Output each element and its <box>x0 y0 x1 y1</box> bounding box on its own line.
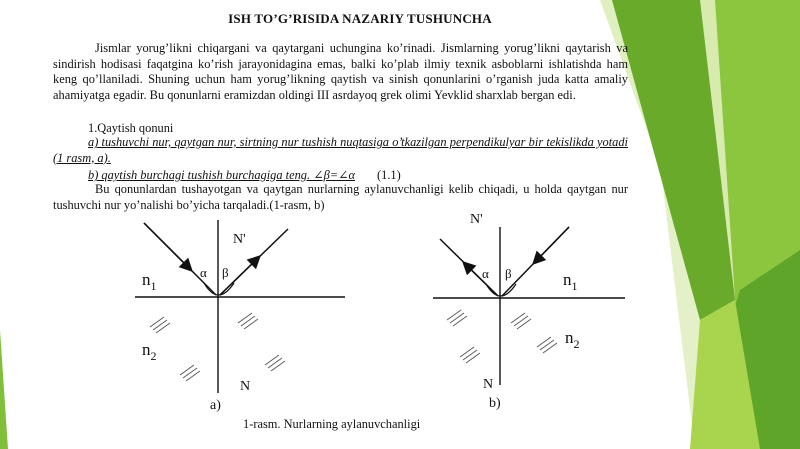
alpha-label: α <box>200 265 207 280</box>
law-rule-a: a) tushuvchi nur, qaytgan nur, sirtning nur tushish nuqtasiga o’tkazilgan perpendikulyar bir tekislikda yotadi (1 rasm, a). <box>53 135 628 165</box>
medium-hatching <box>447 310 557 363</box>
figure-caption: 1-rasm. Nurlarning aylanuvchanligi <box>243 417 421 431</box>
page-title: ISH TO’G’RISIDA NAZARIY TUSHUNCHA <box>228 11 492 26</box>
incident-ray-arrow <box>144 223 192 271</box>
normal-top-label: N' <box>470 212 483 227</box>
normal-bottom-label: N <box>483 377 494 392</box>
figure-a <box>130 215 350 415</box>
section-heading: 1.Qaytish qonuni <box>88 121 174 135</box>
alpha-label: α <box>482 266 489 281</box>
beta-label: β <box>222 265 229 280</box>
figure-b <box>425 205 625 415</box>
normal-top-label: N' <box>233 232 246 247</box>
law-rule-b-text: b) qaytish burchagi tushish burchagiga teng. ∠β=∠α <box>88 168 355 182</box>
paragraph-intro: Jismlar yorug’likni chiqargani va qaytargani uchungina ko’rinadi. Jismlarning yorug’likni qaytarish va sindirish hodisasi faqatgina ko’rish jarayonidagina emas, balki ko’plab ilmiy texnik asboblarni ishlatishda ham keng qo’llaniladi. Shuning uchun ham yorug’likning qaytish va sinish qonunlarini o’rganish juda katta amaliy ahamiyatga egadir. Bu qonunlarni eramizdan oldingi III asrdayoq grek olimi Yevklid sharxlab bergan edi. <box>53 41 628 102</box>
medium1-label: $n_1$ <box>142 270 157 293</box>
incident-ray-arrow <box>533 227 569 264</box>
beta-label: β <box>505 266 512 281</box>
equation-number: (1.1) <box>377 168 401 182</box>
paragraph-reversibility: Bu qonunlardan tushayotgan va qaytgan nurlarning aylanuvchanligi kelib chiqadi, u holda qaytgan nur tushuvchi nur yo’nalishi bo’yicha tarqaladi.(1-rasm, b) <box>53 182 628 212</box>
law-rule-b <box>88 167 401 183</box>
medium2-label: $n_2$ <box>565 328 580 351</box>
medium1-label: $n_1$ <box>563 270 578 293</box>
reflected-ray-arrow <box>463 262 498 296</box>
figure-b-label: b) <box>489 396 501 411</box>
medium2-label: $n_2$ <box>142 340 157 363</box>
figure-a-label: a) <box>210 398 221 413</box>
normal-bottom-label: N <box>240 379 251 394</box>
